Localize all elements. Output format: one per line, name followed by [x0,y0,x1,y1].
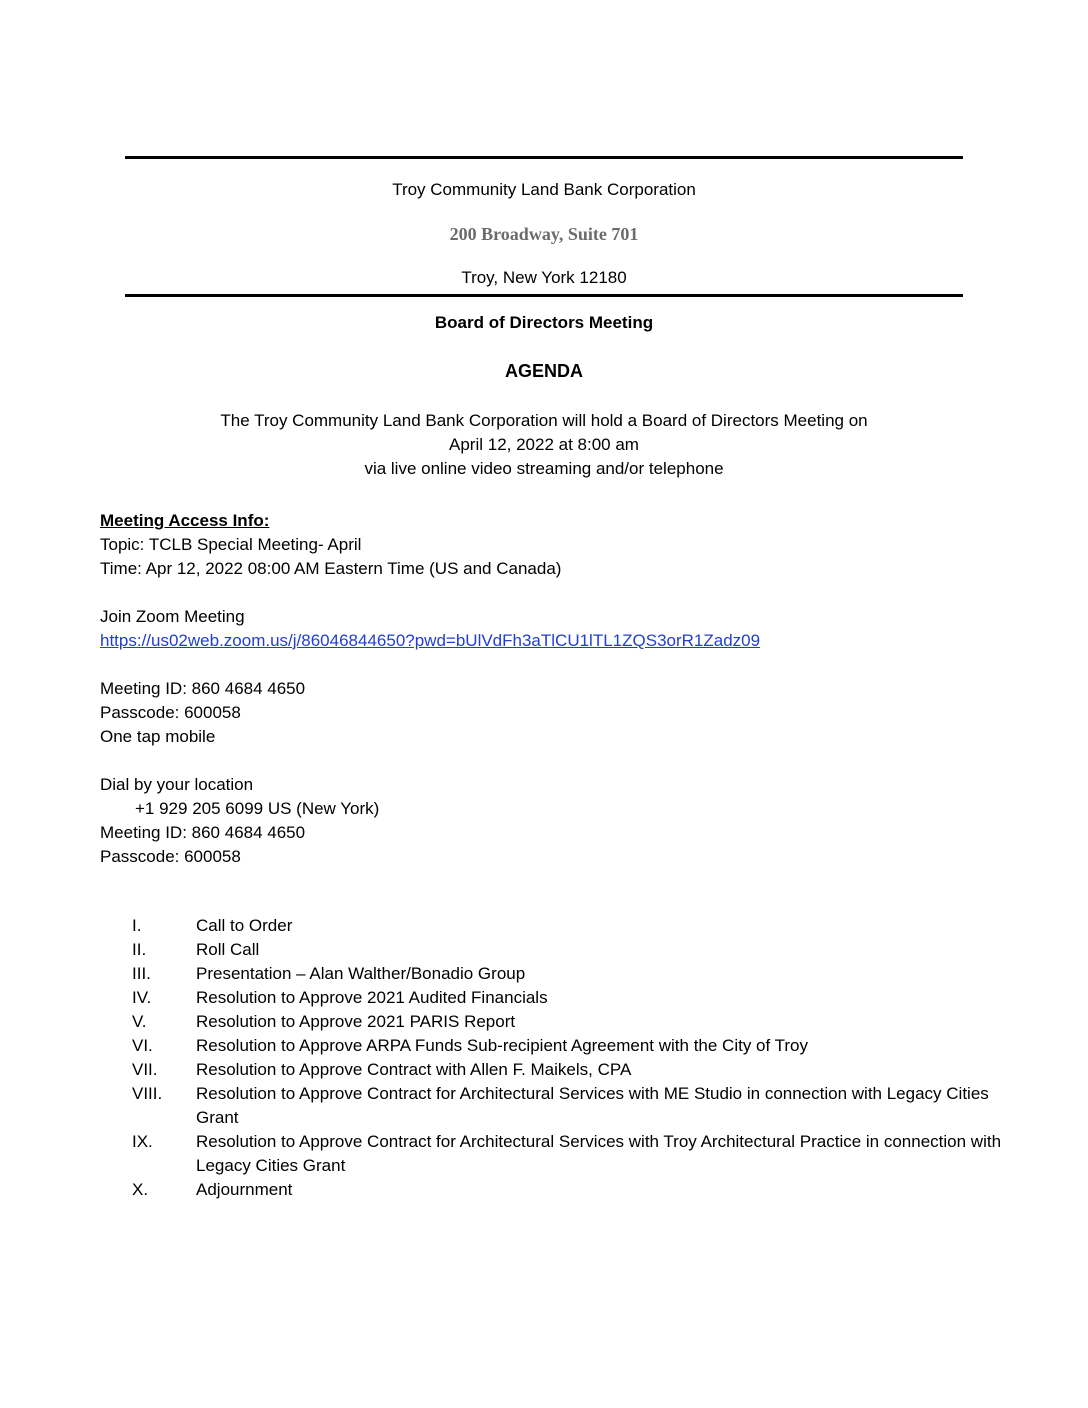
dial-label: Dial by your location [100,775,254,794]
agenda-item-text: Adjournment [196,1180,293,1199]
agenda-item-number: II. [132,940,147,959]
agenda-item [132,986,1002,1010]
address-line2: Troy, New York 12180 [461,268,627,287]
time-line: Time: Apr 12, 2022 08:00 AM Eastern Time (US and Canada) [100,559,562,578]
agenda-item-number: III. [132,964,151,983]
agenda-item-text: Resolution to Approve Contract for Architectural Services with ME Studio in connection with Legacy Cities Grant [196,1084,989,1127]
agenda-item-text: Call to Order [196,916,293,935]
agenda-item [132,1058,1002,1082]
zoom-link[interactable]: https://us02web.zoom.us/j/86046844650?pwd=bUlVdFh3aTlCU1lTL1ZQS3orR1Zadz09 [100,631,761,650]
one-tap-mobile: One tap mobile [100,727,216,746]
agenda-item-number: X. [132,1180,149,1199]
agenda-item-text: Resolution to Approve Contract with Allen F. Maikels, CPA [196,1060,632,1079]
agenda-item [132,1130,1002,1178]
meeting-access-info [100,509,1000,869]
agenda-item-text: Presentation – Alan Walther/Bonadio Group [196,964,526,983]
agenda-item [132,1178,1002,1202]
agenda-title: AGENDA [504,361,583,381]
agenda-item-text: Resolution to Approve 2021 Audited Financials [196,988,548,1007]
agenda-item-text: Resolution to Approve ARPA Funds Sub-recipient Agreement with the City of Troy [196,1036,809,1055]
agenda-item [132,938,1002,962]
spacer [100,749,1000,773]
passcode-2: Passcode: 600058 [100,847,241,866]
org-name: Troy Community Land Bank Corporation [392,180,696,199]
topic-line: Topic: TCLB Special Meeting- April [100,535,362,554]
agenda-item-number: IX. [132,1132,153,1151]
agenda-item-number: I. [132,916,142,935]
agenda-item [132,1010,1002,1034]
meeting-title: Board of Directors Meeting [434,313,654,332]
dial-number: +1 929 205 6099 US (New York) [135,799,380,818]
address-line1: 200 Broadway, Suite 701 [449,224,639,244]
agenda-item [132,914,1002,938]
agenda-item [132,1034,1002,1058]
agenda-item-text: Resolution to Approve 2021 PARIS Report [196,1012,516,1031]
agenda-item-text: Roll Call [196,940,260,959]
intro-line3: via live online video streaming and/or telephone [364,459,724,478]
meeting-id: Meeting ID: 860 4684 4650 [100,679,306,698]
agenda-item-number: VIII. [132,1084,163,1103]
agenda-item-number: V. [132,1012,147,1031]
join-label: Join Zoom Meeting [100,607,245,626]
agenda-item-number: IV. [132,988,152,1007]
meeting-id-2: Meeting ID: 860 4684 4650 [100,823,306,842]
bottom-rule [125,294,963,297]
agenda-item-number: VII. [132,1060,158,1079]
agenda-item [132,962,1002,986]
intro-line2: April 12, 2022 at 8:00 am [449,435,639,454]
access-heading: Meeting Access Info: [100,511,270,530]
spacer [100,581,1000,605]
spacer [100,653,1000,677]
agenda-item-text: Resolution to Approve Contract for Architectural Services with Troy Architectural Practice in connection with Legacy Cities Grant [196,1132,1002,1175]
passcode: Passcode: 600058 [100,703,241,722]
top-rule [125,156,963,159]
agenda-item-number: VI. [132,1036,153,1055]
agenda-item [132,1082,1002,1130]
agenda-list [132,914,1002,1202]
intro-line1: The Troy Community Land Bank Corporation will hold a Board of Directors Meeting on [220,411,868,430]
